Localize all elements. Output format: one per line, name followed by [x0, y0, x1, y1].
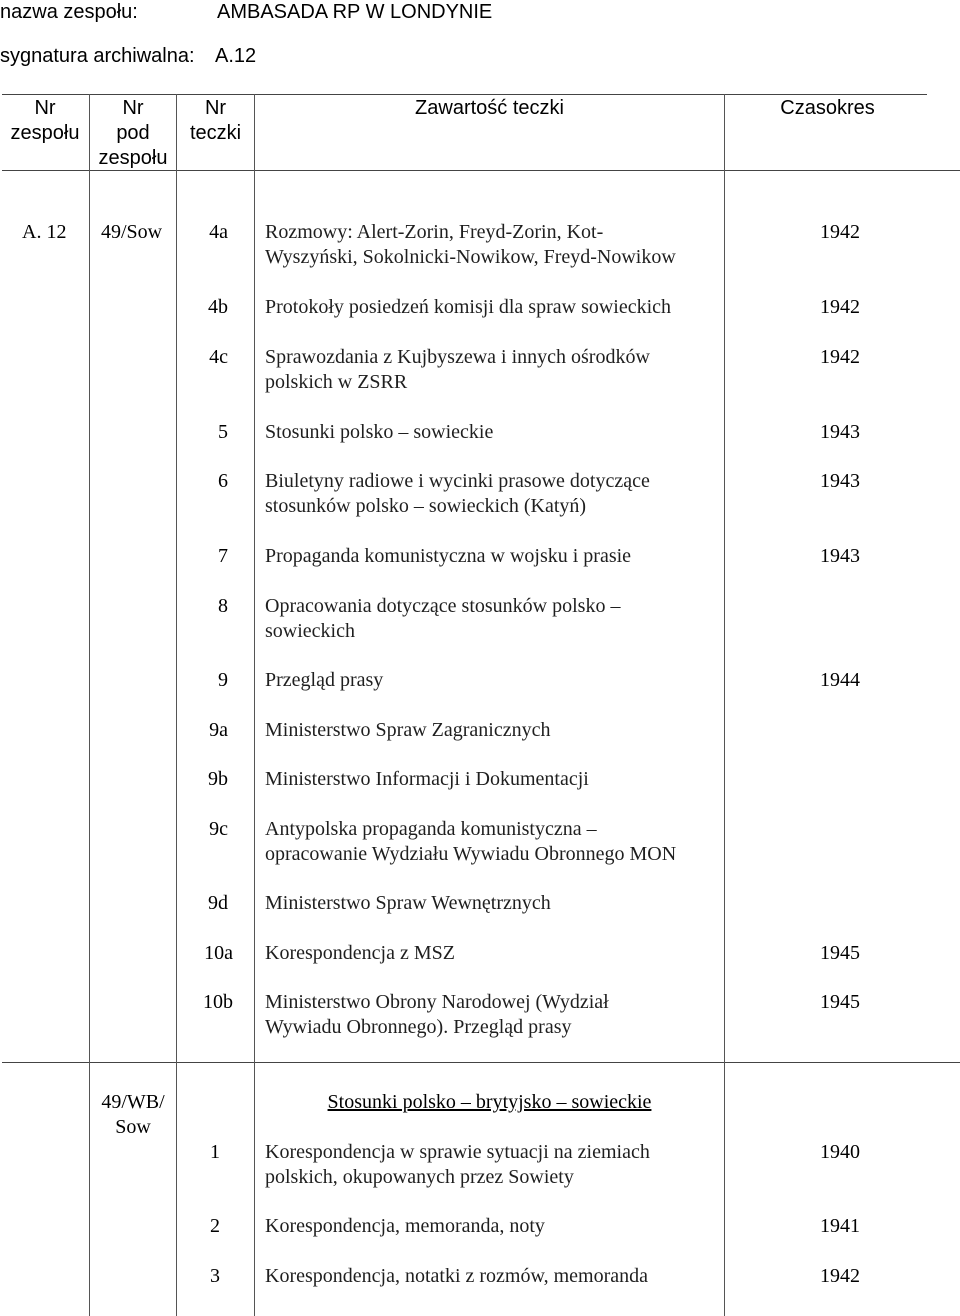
col-divider-4	[724, 94, 725, 1316]
header-sub-nr: Nr pod zespołu	[98, 97, 168, 169]
header-contents: Zawartość teczki	[415, 97, 564, 119]
sub-nr-cell: 49/Sow	[101, 221, 163, 243]
folder-nr: 8	[218, 595, 228, 617]
folder-period: 1943	[820, 421, 860, 443]
signature-value: A.12	[215, 45, 257, 67]
folder-contents: Antypolska propaganda komunistyczna – opracowanie Wydziału Wywiadu Obronnego MON	[265, 818, 677, 865]
folder-nr: 6	[218, 470, 228, 492]
section-title: Stosunki polsko – brytyjsko – sowieckie	[327, 1091, 652, 1113]
folder-period: 1945	[820, 942, 860, 964]
folder-period: 1942	[820, 1265, 860, 1287]
col-divider-2	[176, 94, 177, 1316]
header-team-nr: Nr zespołu	[10, 97, 80, 144]
folder-nr: 3	[210, 1265, 220, 1287]
folder-contents: Ministerstwo Informacji i Dokumentacji	[265, 768, 589, 790]
folder-contents: Protokoły posiedzeń komisji dla spraw sowieckich	[265, 296, 672, 318]
signature-label: sygnatura archiwalna:	[0, 45, 195, 67]
team-value: AMBASADA RP W LONDYNIE	[217, 1, 493, 23]
folder-contents: Korespondencja w sprawie sytuacji na ziemiach polskich, okupowanych przez Sowiety	[265, 1141, 650, 1188]
folder-period: 1945	[820, 991, 860, 1013]
folder-contents: Opracowania dotyczące stosunków polsko – sowieckich	[265, 595, 621, 642]
folder-contents: Propaganda komunistyczna w wojsku i prasie	[265, 545, 632, 567]
folder-nr: 9	[218, 669, 228, 691]
folder-contents: Ministerstwo Spraw Zagranicznych	[265, 719, 551, 741]
header-folder-nr: Nr teczki	[189, 97, 242, 144]
folder-period: 1942	[820, 296, 860, 318]
folder-nr: 4b	[208, 296, 228, 318]
folder-period: 1940	[820, 1141, 860, 1163]
folder-nr: 10b	[203, 991, 233, 1013]
folder-nr: 5	[218, 421, 228, 443]
folder-period: 1943	[820, 545, 860, 567]
group-divider	[2, 1062, 960, 1063]
folder-contents: Stosunki polsko – sowieckie	[265, 421, 494, 443]
team-nr-cell: A. 12	[22, 221, 67, 243]
folder-nr: 9a	[209, 719, 228, 741]
folder-period: 1943	[820, 470, 860, 492]
folder-nr: 2	[210, 1215, 220, 1237]
folder-period: 1942	[820, 346, 860, 368]
folder-contents: Korespondencja, memoranda, noty	[265, 1215, 545, 1237]
folder-nr: 9c	[209, 818, 228, 840]
folder-contents: Ministerstwo Spraw Wewnętrznych	[265, 892, 551, 914]
folder-contents: Korespondencja z MSZ	[265, 942, 455, 964]
team-label: nazwa zespołu:	[0, 1, 138, 23]
folder-contents: Biuletyny radiowe i wycinki prasowe dotyczące stosunków polsko – sowieckich (Katyń)	[265, 470, 650, 517]
folder-contents: Sprawozdania z Kujbyszewa i innych ośrodków polskich w ZSRR	[265, 346, 650, 393]
folder-nr: 9b	[208, 768, 228, 790]
folder-period: 1942	[820, 221, 860, 243]
folder-period: 1944	[820, 669, 860, 691]
folder-nr: 7	[218, 545, 228, 567]
folder-nr: 4a	[209, 221, 228, 243]
folder-nr: 4c	[209, 346, 228, 368]
folder-contents: Przegląd prasy	[265, 669, 384, 691]
folder-nr: 1	[210, 1141, 220, 1163]
folder-period: 1941	[820, 1215, 860, 1237]
folder-contents: Rozmowy: Alert-Zorin, Freyd-Zorin, Kot- Wyszyński, Sokolnicki-Nowikow, Freyd-Nowikow	[265, 221, 676, 268]
header-period: Czasokres	[780, 97, 875, 119]
sub-nr-cell: 49/WB/ Sow	[101, 1091, 165, 1138]
folder-contents: Korespondencja, notatki z rozmów, memoranda	[265, 1265, 649, 1287]
folder-contents: Ministerstwo Obrony Narodowej (Wydział Wywiadu Obronnego). Przegląd prasy	[265, 991, 609, 1038]
table-top-border	[2, 94, 927, 95]
col-divider-3	[254, 94, 255, 1316]
folder-nr: 10a	[204, 942, 233, 964]
folder-nr: 9d	[208, 892, 228, 914]
